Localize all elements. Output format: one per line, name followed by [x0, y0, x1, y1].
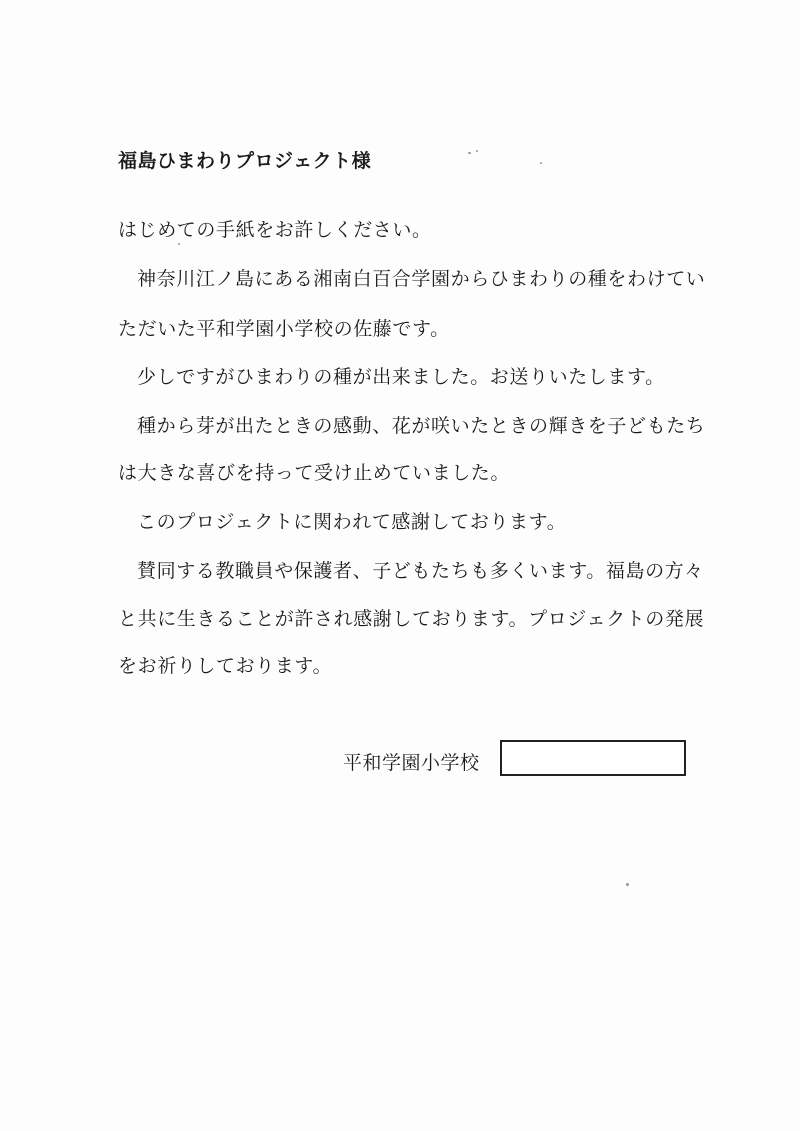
- letter-line: 種から芽が出たときの感動、花が咲いたときの輝きを子どもたち: [137, 415, 706, 437]
- letter-line: 賛同する教職員や保護者、子どもたちも多くいます。福島の方々: [137, 560, 704, 582]
- scan-speck: [468, 152, 471, 154]
- scan-speck: [540, 162, 542, 164]
- scan-speck: [178, 243, 180, 245]
- letter-line: ただいた平和学園小学校の佐藤です。: [118, 318, 450, 340]
- letter-line: このプロジェクトに関われて感謝しております。: [137, 511, 567, 533]
- letter-line: と共に生きることが許され感謝しております。プロジェクトの発展: [118, 608, 705, 630]
- letter-line: 少しですがひまわりの種が出来ました。お送りいたします。: [137, 366, 665, 388]
- letter-line: をお祈りしております。: [118, 655, 333, 677]
- scan-speck: [626, 883, 629, 886]
- letter-line: 神奈川江ノ島にある湘南白百合学園からひまわりの種をわけてい: [137, 268, 706, 290]
- signature-school: 平和学園小学校: [343, 752, 480, 774]
- scan-speck: [476, 150, 478, 152]
- letter-line: は大きな喜びを持って受け止めていました。: [118, 462, 511, 484]
- redacted-name-box: [500, 740, 686, 776]
- addressee-heading: 福島ひまわりプロジェクト様: [118, 150, 372, 172]
- letter-line: はじめての手紙をお許しください。: [118, 219, 432, 241]
